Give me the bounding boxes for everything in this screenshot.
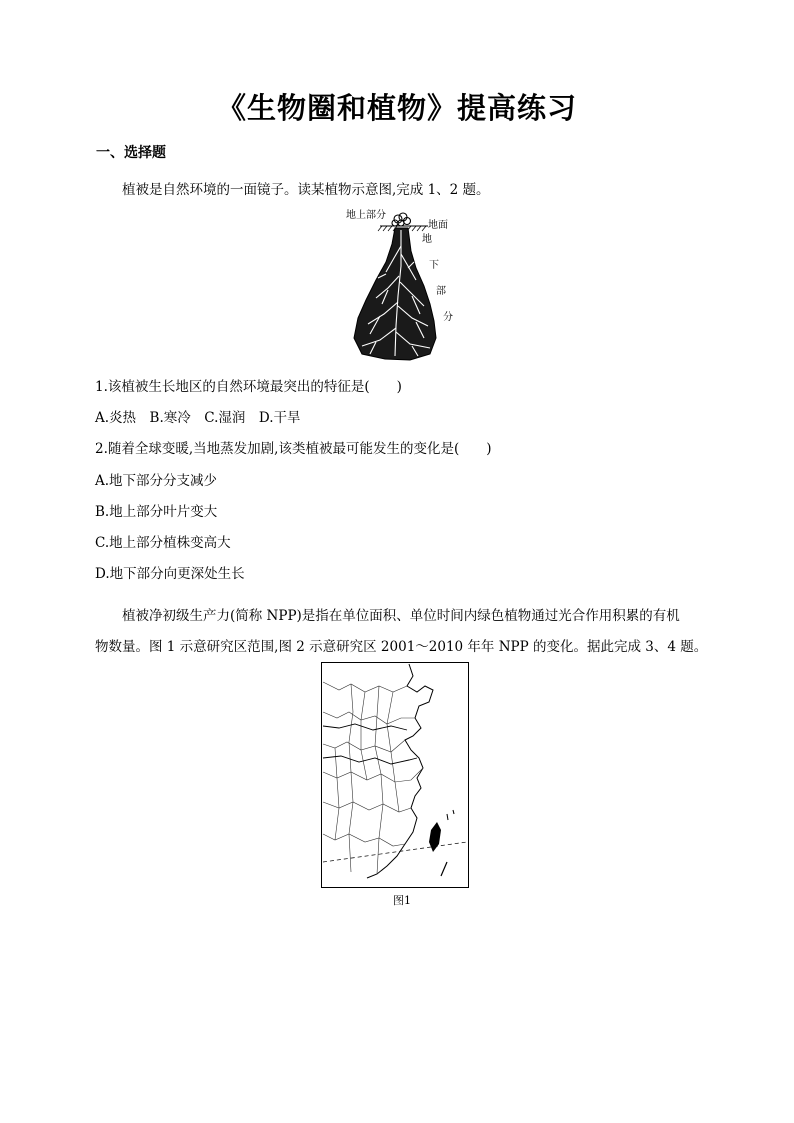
question-2-option-a: A.地下部分分支减少 <box>95 473 218 489</box>
intro-paragraph-2-line-2: 物数量。图 1 示意研究区范围,图 2 示意研究区 2001～2010 年年 NPP 的变化。据此完成 3、4 题。 <box>95 639 708 655</box>
intro-paragraph-1: 植被是自然环境的一面镜子。读某植物示意图,完成 1、2 题。 <box>122 182 490 198</box>
intro-paragraph-2-line-1: 植被净初级生产力(简称 NPP)是指在单位面积、单位时间内绿色植物通过光合作用积累的有机 <box>122 608 680 624</box>
question-1-stem: 1.该植被生长地区的自然环境最突出的特征是( ) <box>95 379 402 395</box>
section-heading: 一、选择题 <box>96 145 166 161</box>
page-title: 《生物圈和植物》提高练习 <box>216 91 577 125</box>
label-below-char-1: 地 <box>422 234 432 245</box>
map-caption: 图1 <box>393 894 411 907</box>
label-ground-surface: 地面 <box>428 220 448 231</box>
plant-diagram <box>340 206 470 364</box>
label-above-ground: 地上部分 <box>346 210 386 221</box>
question-2-option-b: B.地上部分叶片变大 <box>95 504 218 520</box>
question-2-option-d: D.地下部分向更深处生长 <box>95 566 245 582</box>
question-2-option-c: C.地上部分植株变高大 <box>95 535 231 551</box>
label-below-char-2: 下 <box>429 260 439 271</box>
study-area-map <box>321 662 469 888</box>
question-2-stem: 2.随着全球变暖,当地蒸发加剧,该类植被最可能发生的变化是( ) <box>95 441 492 457</box>
label-below-char-4: 分 <box>443 312 453 323</box>
question-1-options: A.炎热 B.寒冷 C.湿润 D.干旱 <box>95 410 301 426</box>
shrub-crown <box>392 213 411 226</box>
label-below-char-3: 部 <box>436 286 446 297</box>
